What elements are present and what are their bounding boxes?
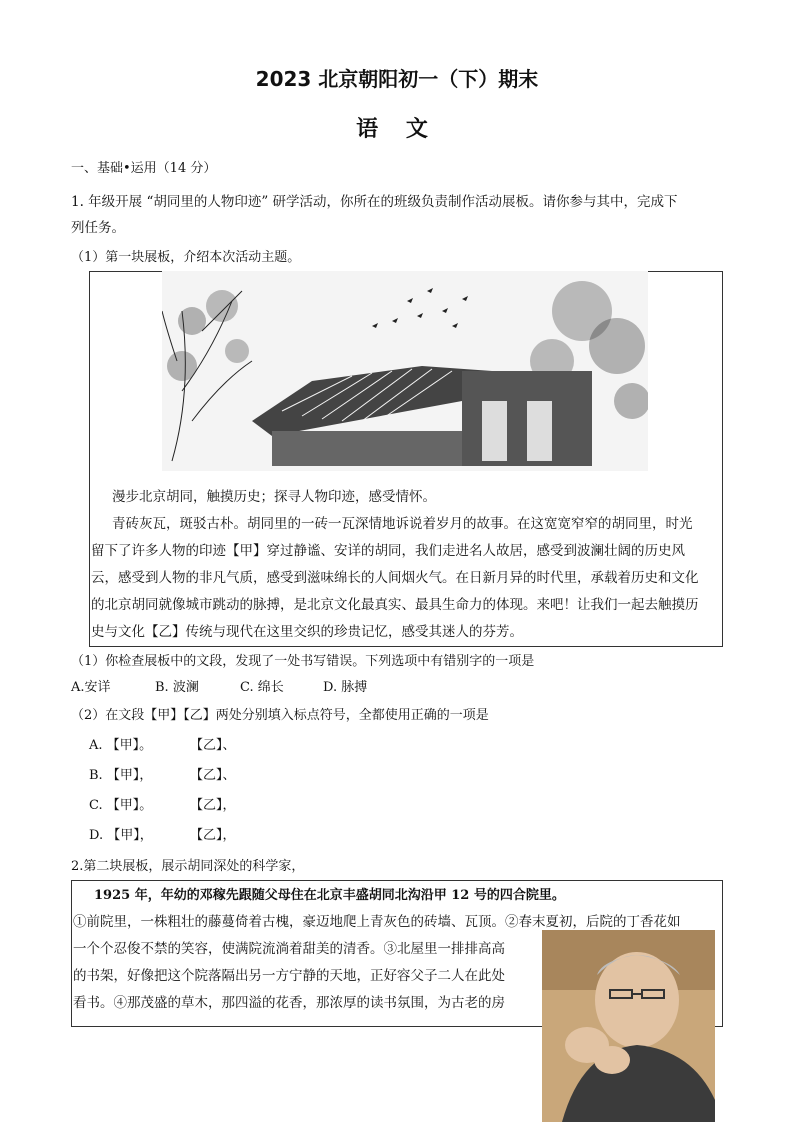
subject-title: 语 文 xyxy=(356,117,438,142)
option-b[interactable]: B. 【甲】， xyxy=(89,768,153,783)
question-1-2-stem: （2）在文段【甲】【乙】两处分别填入标点符号，全都使用正确的一项是 xyxy=(71,708,489,723)
question-1-line-2: 列任务。 xyxy=(71,220,125,236)
option-c[interactable]: C. 【甲】。 xyxy=(89,798,153,813)
question-2-heading: 2.第二块展板，展示胡同深处的科学家， xyxy=(71,859,305,874)
question-1-1-stem: （1）你检查展板中的文段，发现了一处书写错误。下列选项中有错别字的一项是 xyxy=(71,654,535,669)
hutong-illustration xyxy=(162,271,648,471)
board-1-line: 留下了许多人物的印迹【甲】穿过静谧、安详的胡同，我们走进名人故居，感受到波澜壮阔的历史风 xyxy=(91,543,685,559)
section-heading: 一、基础•运用（14 分） xyxy=(71,161,217,176)
board-1-intro: 漫步北京胡同，触摸历史；探寻人物印迹，感受情怀。 xyxy=(112,489,436,505)
board-2-line: ①前院里，一株粗壮的藤蔓倚着古槐，豪迈地爬上青灰色的砖墙、瓦顶。②春末夏初，后院的丁香花如 xyxy=(73,914,681,930)
board-1-line: 的北京胡同就像城市跳动的脉搏，是北京文化最真实、最具生命力的体现。来吧！让我们一起去触摸历 xyxy=(91,597,699,613)
option-b-yi: 【乙】、 xyxy=(190,768,236,783)
subtask-1-heading: （1）第一块展板，介绍本次活动主题。 xyxy=(71,250,301,265)
board-1-line: 云，感受到人物的非凡气质，感受到滋味绵长的人间烟火气。在日新月异的时代里，承载着历史和文化 xyxy=(91,570,699,586)
option-c-yi: 【乙】， xyxy=(190,798,236,813)
option-c[interactable]: C. 绵长 xyxy=(240,680,284,695)
board-2-line: 看书。④那茂盛的草木，那四溢的花香，那浓厚的读书氛围，为古老的房 xyxy=(73,995,505,1011)
board-2-line: 一个个忍俊不禁的笑容，使满院流淌着甜美的清香。③北屋里一排排高高 xyxy=(73,941,505,957)
board-2-line: 1925 年，年幼的邓稼先跟随父母住在北京丰盛胡同北沟沿甲 12 号的四合院里。 xyxy=(94,888,565,903)
question-1-line-1: 1. 年级开展 “胡同里的人物印迹” 研学活动，你所在的班级负责制作活动展板。请你参与其中，完成下 xyxy=(71,194,678,210)
board-1-line: 史与文化【乙】传统与现代在这里交织的珍贵记忆，感受其迷人的芬芳。 xyxy=(91,624,523,640)
option-a-yi: 【乙】、 xyxy=(190,738,236,753)
option-d[interactable]: D. 脉搏 xyxy=(323,680,368,695)
option-b[interactable]: B. 波澜 xyxy=(155,680,199,695)
page-title: 2023 北京朝阳初一（下）期末 xyxy=(255,67,539,91)
option-a[interactable]: A. 【甲】。 xyxy=(89,738,153,753)
board-2-line: 的书架，好像把这个院落隔出另一方宁静的天地，正好容父子二人在此处 xyxy=(73,968,505,984)
option-d-yi: 【乙】， xyxy=(190,828,236,843)
option-d[interactable]: D. 【甲】， xyxy=(89,828,153,843)
scientist-photo xyxy=(542,930,715,1122)
board-1-line: 青砖灰瓦，斑驳古朴。胡同里的一砖一瓦深情地诉说着岁月的故事。在这宽宽窄窄的胡同里，时光 xyxy=(112,516,693,532)
option-a[interactable]: A.安详 xyxy=(71,680,111,695)
